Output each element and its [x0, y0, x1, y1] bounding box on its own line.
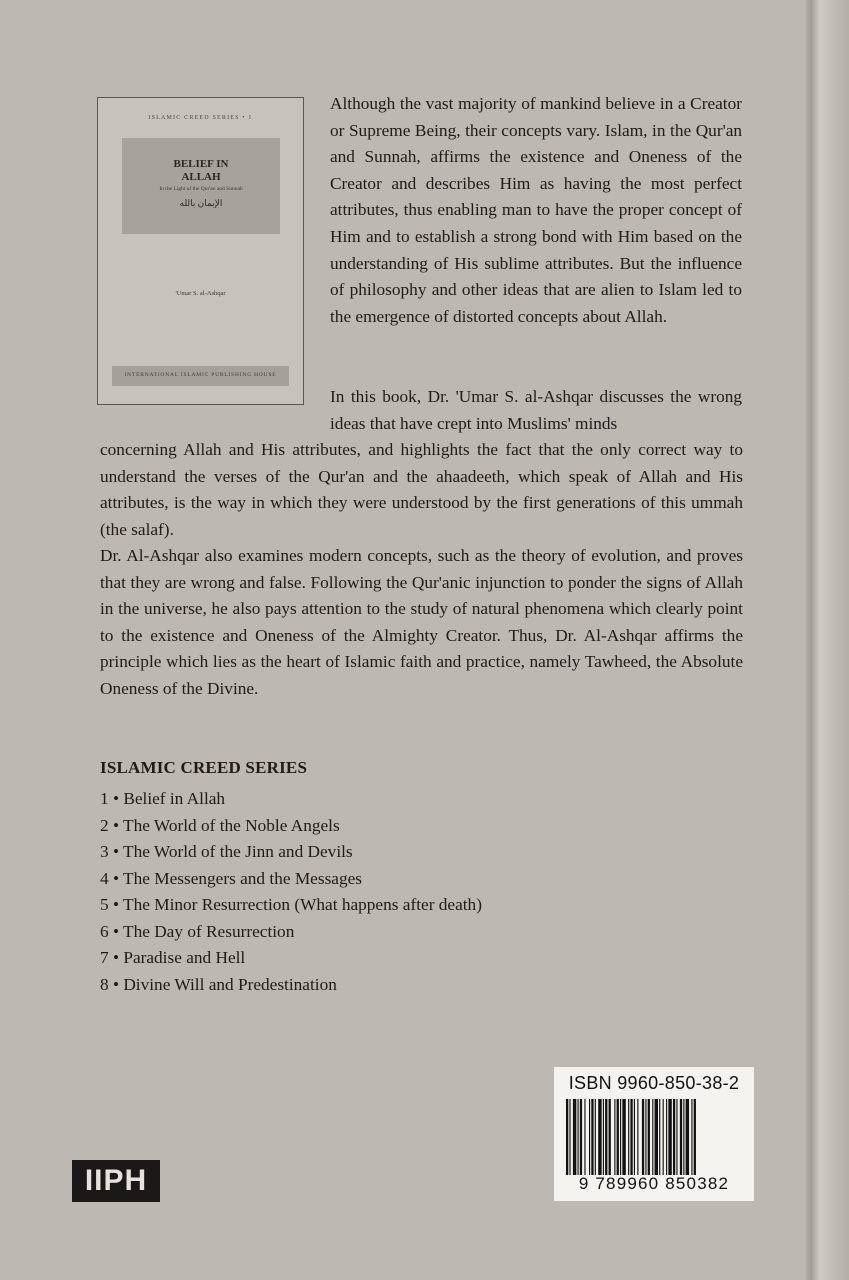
- series-item: 7 • Paradise and Hell: [100, 948, 246, 967]
- description-paragraph-2-rest: concerning Allah and His attributes, and highlights the fact that the only correct way to understand the verses of the Qur'an and the ahaadeeth, which speak of Allah and His attributes, is the way in which they were understood by the first generations of this ummah (the salaf).: [100, 440, 743, 539]
- front-cover-thumbnail: [97, 97, 304, 405]
- isbn-number: ISBN 9960-850-38-2: [568, 1073, 740, 1093]
- thumbnail-publisher: INTERNATIONAL ISLAMIC PUBLISHING HOUSE: [124, 372, 277, 378]
- ean-number: 9 789960 850382: [578, 1174, 730, 1193]
- series-item: 5 • The Minor Resurrection (What happens after death): [100, 895, 482, 914]
- barcode-bars: [566, 1099, 742, 1175]
- thumbnail-arabic-title: الإيمان بالله: [179, 198, 223, 208]
- series-list: [100, 786, 482, 998]
- barcode-bar: [603, 1099, 604, 1175]
- thumbnail-title-line1: BELIEF IN: [173, 158, 229, 170]
- barcode-bar: [598, 1099, 601, 1175]
- barcode-bar: [617, 1099, 619, 1175]
- description-paragraph-3: Dr. Al-Ashqar also examines modern concepts, such as the theory of evolution, and proves that they are wrong and false. Following the Qur'anic injunction to ponder the signs of Allah in the universe, he also pays attention to the study of natural phenomena which clearly point to the existence and Oneness of the Almighty Creator. Thus, Dr. Al-Ashqar affirms the principle which lies as the heart of Islamic faith and practice, namely Tawheed, the Absolute Oneness of the Divine.: [100, 546, 743, 698]
- series-heading: ISLAMIC CREED SERIES: [100, 758, 308, 777]
- barcode-bar: [686, 1099, 689, 1175]
- thumbnail-title-line2: ALLAH: [181, 171, 221, 183]
- series-item: 8 • Divine Will and Predestination: [100, 974, 337, 994]
- series-item: 6 • The Day of Resurrection: [100, 921, 295, 941]
- barcode-bar: [634, 1099, 635, 1175]
- barcode-bar: [673, 1099, 675, 1175]
- book-spine: [812, 0, 849, 1280]
- barcode-bar: [630, 1099, 632, 1175]
- barcode-bar: [622, 1099, 625, 1175]
- series-item: 2 • The World of the Noble Angels: [100, 815, 340, 835]
- thumbnail-title: [122, 158, 280, 184]
- iiph-logo: IIPH: [72, 1160, 160, 1202]
- barcode-bar: [676, 1099, 677, 1175]
- barcode-bar: [648, 1099, 650, 1175]
- barcode-bar: [691, 1099, 692, 1175]
- barcode-bar: [620, 1099, 621, 1175]
- barcode-bar: [666, 1099, 667, 1175]
- barcode-bar: [668, 1099, 671, 1175]
- barcode-bar: [580, 1099, 582, 1175]
- series-item: 3 • The World of the Jinn and Devils: [100, 842, 353, 861]
- barcode-bar: [680, 1099, 682, 1175]
- barcode-bar: [584, 1099, 585, 1175]
- barcode-bar: [614, 1099, 615, 1175]
- thumbnail-series-label: ISLAMIC CREED SERIES • 1: [148, 115, 253, 121]
- barcode-bar: [637, 1099, 638, 1175]
- barcode-bar: [566, 1099, 568, 1175]
- series-item: 4 • The Messengers and the Messages: [100, 868, 363, 888]
- description-paragraph-1: Although the vast majority of mankind believe in a Creator or Supreme Being, their concepts vary. Islam, in the Qur'an and Sunnah, affirms the existence and Oneness of the Creator and describes Him as having the most perfect attributes, thus enabling man to have the proper concept of Him and to establish a strong bond with Him based on the understanding of His sublime attributes. But the influence of philosophy and other ideas that are alien to Islam led to the emergence of distorted concepts about Allah.: [330, 94, 742, 326]
- thumbnail-author: 'Umar S. al-Ashqar: [175, 290, 226, 297]
- description-paragraph-2-start: In this book, Dr. 'Umar S. al-Ashqar discusses the wrong ideas that have crept into Muslims' minds: [330, 387, 742, 433]
- barcode-bar: [605, 1099, 607, 1175]
- barcode-bar: [663, 1099, 664, 1175]
- isbn-barcode: [554, 1067, 754, 1201]
- barcode-bar: [573, 1099, 576, 1175]
- barcode-bar: [645, 1099, 646, 1175]
- barcode-bar: [642, 1099, 644, 1175]
- thumbnail-subtitle: In the Light of the Qur'an and Sunnah: [159, 186, 243, 192]
- barcode-bar: [569, 1099, 570, 1175]
- barcode-bar: [655, 1099, 658, 1175]
- barcode-bar: [628, 1099, 629, 1175]
- barcode-bar: [609, 1099, 611, 1175]
- barcode-bar: [652, 1099, 653, 1175]
- barcode-bar: [659, 1099, 660, 1175]
- series-item: 1 • Belief in Allah: [100, 789, 226, 808]
- barcode-bar: [589, 1099, 590, 1175]
- barcode-bar: [578, 1099, 579, 1175]
- barcode-bar: [683, 1099, 684, 1175]
- barcode-bar: [595, 1099, 596, 1175]
- barcode-bar: [591, 1099, 593, 1175]
- barcode-bar: [694, 1099, 696, 1175]
